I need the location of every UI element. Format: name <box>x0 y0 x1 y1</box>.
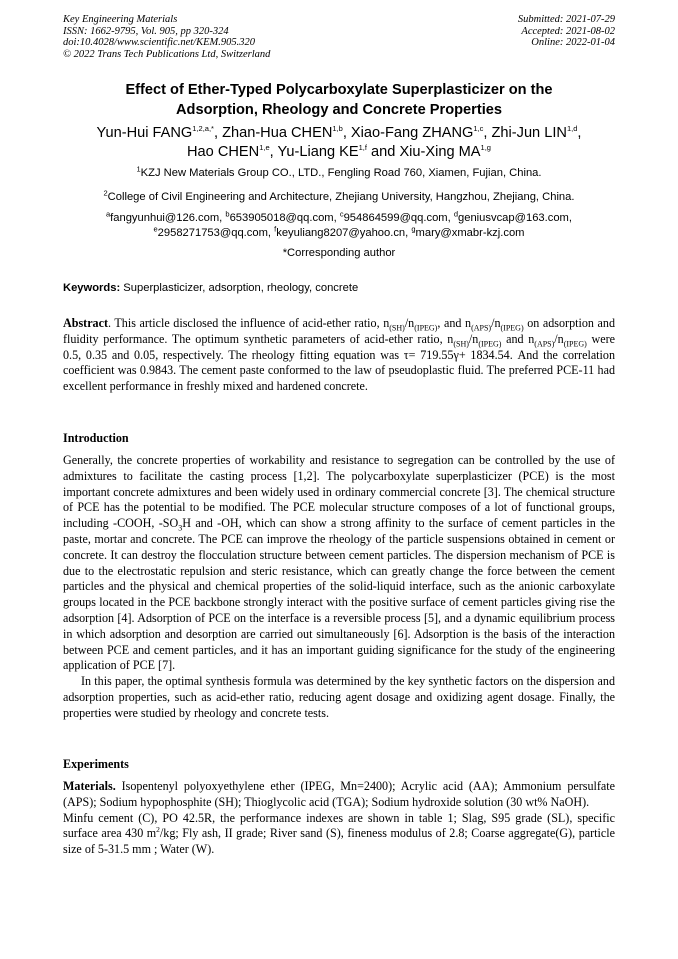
author-separator: , <box>483 125 492 141</box>
email-mark: a <box>105 209 111 219</box>
email-mark: f <box>274 224 277 234</box>
subscript: (SH) <box>453 339 469 349</box>
email-link[interactable]: mary@xmabr-kzj.com <box>415 227 525 239</box>
paragraph <box>63 811 615 858</box>
author-affiliation-mark: 1,e <box>259 143 270 153</box>
title-line: Adsorption, Rheology and Concrete Properties <box>176 102 502 118</box>
email-line <box>63 226 615 241</box>
abstract-text: /n <box>491 316 501 330</box>
introduction-heading: Introduction <box>63 431 129 445</box>
abstract <box>63 316 615 395</box>
email-link[interactable]: fangyunhui@126.com, <box>110 212 226 224</box>
paper-title <box>63 80 615 120</box>
email-link[interactable]: keyuliang8207@yahoo.cn, <box>276 227 412 239</box>
abstract-text: on adsorption and fluidity performance. The optimum synthetic parameters of acid-ether ratio, n <box>63 316 615 346</box>
author-name: Xiao-Fang ZHANG <box>350 125 474 141</box>
email-mark: e <box>153 224 158 234</box>
abstract-text: , and n <box>437 316 472 330</box>
author-separator: and <box>366 144 400 160</box>
subscript: (IPEG) <box>478 339 502 349</box>
paragraph-text: H and -OH, which can show a strong affinity to the surface of cement particles in the paste, mortar and concrete. The PCE can improve the rheology of the particle suspensions obtained in cement or concrete. It can destroy the flocculation structure between cement particles. The dispersion mechanism of PCE is due to the electrostatic repulsion and steric resistance, which can greatly change the force between the cement particles and the physical and chemical properties of the solid-liquid interface, such as the anionic carboxylate groups located in the PCE backbone strongly interact with the positive surface of cement particles giving rise the adsorption [4]. Adsorption of PCE on the interface is a reversible process [5], and a dynamic equilibrium process in which adsorption and desorption are carried out simultaneously [6]. Adsorption is the basis of the interaction between PCE and cement particles, and it has an important guiding significance for the study of the engineering application of PCE [7]. <box>63 516 615 673</box>
subscript: (IPEG) <box>500 323 524 333</box>
author-name: Zhi-Jun LIN <box>491 125 567 141</box>
email-link[interactable]: 653905018@qq.com, <box>229 212 340 224</box>
email-list <box>63 211 615 241</box>
author-separator: , <box>269 144 278 160</box>
author-name: Zhan-Hua CHEN <box>222 125 333 141</box>
abstract-text: were 0.5, 0.35 and 0.05, respectively. The rheology fitting equation was τ= 719.55γ+ 1834.54. And the correlation coefficient was 0.9843. The cement paste conformed to the law of pseudoplastic fluid. The preferred PCE-11 had excellent performance in freshly mixed and hardened concrete. <box>63 331 615 394</box>
subscript: (APS) <box>471 323 492 333</box>
abstract-label: Abstract <box>63 316 109 330</box>
paragraph <box>63 779 615 811</box>
superscript: 2 <box>156 825 160 835</box>
author-name: Xiu-Xing MA <box>399 144 481 160</box>
title-line: Effect of Ether-Typed Polycarboxylate Superplasticizer on the <box>125 82 553 98</box>
author-affiliation-mark: 1,b <box>332 124 343 134</box>
introduction-body <box>63 453 615 722</box>
abstract-text: /n <box>554 331 564 346</box>
author-name: Yu-Liang KE <box>277 144 359 160</box>
affiliation-2 <box>63 190 615 205</box>
paragraph <box>63 453 615 674</box>
email-mark: b <box>225 209 230 219</box>
keywords-text: Superplasticizer, adsorption, rheology, concrete <box>120 282 359 294</box>
author-name: Yun-Hui FANG <box>96 125 193 141</box>
email-link[interactable]: geniusvcap@163.com, <box>458 212 572 224</box>
paragraph-text: Minfu cement (C), PO 42.5R, the performance indexes are shown in table 1; Slag, S95 grade (SL), specific surface area 430 m <box>63 810 615 841</box>
affiliation-text: KZJ New Materials Group CO., LTD., Fengling Road 760, Xiamen, Fujian, China. <box>140 167 542 179</box>
email-link[interactable]: 954864599@qq.com, <box>343 212 454 224</box>
author-separator: , <box>213 125 223 141</box>
paragraph: In this paper, the optimal synthesis formula was determined by the key synthetic factors on the dispersion and adsorption properties, such as acid-ether ratio, reducing agent dosage and oxidizing agent dosage. Finally, the properties were studied by rheology and concrete tests. <box>63 674 615 720</box>
journal-doi[interactable]: doi:10.4028/www.scientific.net/KEM.905.320 <box>63 37 255 48</box>
author-affiliation-mark: 1,g <box>480 143 491 153</box>
email-mark: g <box>411 224 416 234</box>
subscript: (SH) <box>389 323 405 333</box>
abstract-text: . This article disclosed the influence of acid-ether ratio, n <box>108 316 390 330</box>
keywords <box>63 281 615 296</box>
author-name: Hao CHEN <box>187 144 260 160</box>
experiments-body <box>63 779 615 858</box>
journal-issn: ISSN: 1662-9795, Vol. 905, pp 320-324 <box>63 25 229 37</box>
affiliation-text: College of Civil Engineering and Architecture, Zhejiang University, Hangzhou, Zhejiang, China. <box>107 191 575 203</box>
paragraph-text: /kg; Fly ash, II grade; River sand (S), fineness modulus of 2.8; Coarse aggregate(G), particle size of 5-31.5 mm ; Water (W). <box>63 826 615 857</box>
subscript: 3 <box>178 523 183 533</box>
abstract-text: and n <box>501 331 535 346</box>
keywords-label: Keywords: <box>63 282 121 294</box>
author-line <box>63 124 615 143</box>
date-submitted: Submitted: 2021-07-29 <box>517 14 615 25</box>
author-line <box>63 143 615 162</box>
author-list <box>63 124 615 162</box>
subscript: (IPEG) <box>414 323 438 333</box>
subscript: (IPEG) <box>563 339 587 349</box>
author-affiliation-mark: 1,c <box>473 124 484 134</box>
paragraph-text: Isopentenyl polyoxyethylene ether (IPEG, Mn=2400); Acrylic acid (AA); Ammonium persulfate (APS); Sodium hypophosphite (SH); Thioglycolic acid (TGA); Sodium hydroxide solution (30 wt% NaOH). <box>63 779 615 809</box>
journal-copyright: © 2022 Trans Tech Publications Ltd, Switzerland <box>63 48 271 60</box>
affiliation-number: 2 <box>103 188 108 198</box>
paragraph-text: Generally, the concrete properties of workability and resistance to segregation can be controlled by the use of admixtures to facilitate the casting process [1,2]. The polycarboxylate superplasticizer (PCE) is the most important concrete admixtures and been widely used in ordinary commercial concrete [3]. The chemical structure of PCE has the potential to be modified. The PCE molecular structure composes of a lot of functional groups, including -COOH, -SO <box>63 453 615 531</box>
affiliation-number: 1 <box>136 164 141 174</box>
email-link[interactable]: 2958271753@qq.com, <box>157 227 275 239</box>
abstract-text: /n <box>468 331 479 346</box>
materials-label: Materials. <box>63 779 116 793</box>
email-mark: d <box>453 209 459 219</box>
subscript: (APS) <box>534 339 555 349</box>
corresponding-author-note: *Corresponding author <box>282 247 396 259</box>
journal-info <box>63 14 270 60</box>
author-affiliation-mark: 1,f <box>358 143 367 153</box>
affiliation-1 <box>63 166 615 181</box>
date-accepted: Accepted: 2021-08-02 <box>521 25 615 37</box>
journal-name: Key Engineering Materials <box>63 14 178 25</box>
submission-dates <box>518 14 615 49</box>
author-separator: , <box>342 125 351 141</box>
author-affiliation-mark: 1,2,a,* <box>192 124 214 134</box>
abstract-text: /n <box>404 316 415 330</box>
author-affiliation-mark: 1,d <box>566 124 578 134</box>
author-separator: , <box>577 125 582 141</box>
date-online: Online: 2022-01-04 <box>531 37 615 48</box>
experiments-heading: Experiments <box>63 757 129 771</box>
email-mark: c <box>339 209 344 219</box>
email-line <box>63 211 615 226</box>
